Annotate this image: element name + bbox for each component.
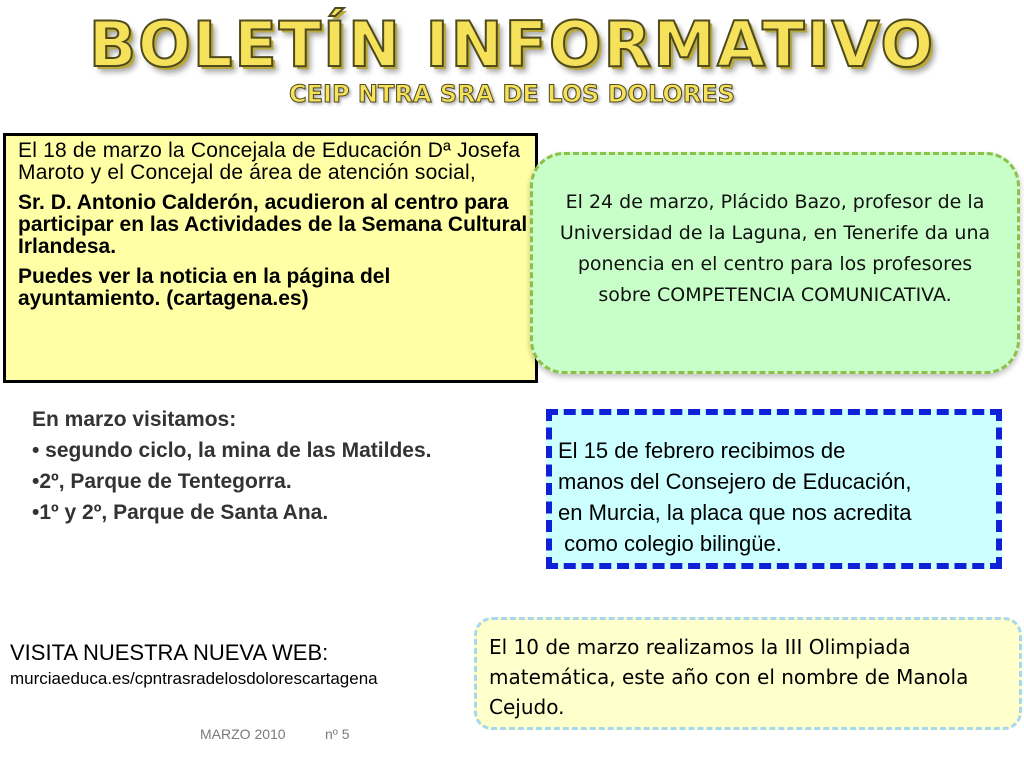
bilingual-plaque-line: en Murcia, la placa que nos acredita [558,500,912,525]
list-item: •1º y 2º, Parque de Santa Ana. [32,501,329,524]
bilingual-plaque-line: El 15 de febrero recibimos de [558,438,846,463]
concejala-visit-intro: El 18 de marzo la Concejala de Educación Dª Josefa Maroto y el Concejal de área de atención social, [18,139,521,184]
march-visits-list [32,404,432,528]
newsletter-title: BOLETÍN INFORMATIVO [88,8,936,81]
march-visits-heading: En marzo visitamos: [32,408,237,431]
new-web-url: murciaeduca.es/cpntrasradelosdolorescartagena [10,669,378,688]
bazo-conference-box [530,152,1020,374]
issue-date: MARZO 2010 [200,726,286,742]
issue-number: nº 5 [325,726,350,742]
concejala-visit-detail: Sr. D. Antonio Calderón, acudieron al centro para participar en las Actividades de la Semana Cultural Irlandesa. [18,191,528,258]
bilingual-plaque-line: manos del Consejero de Educación, [558,469,912,494]
bazo-conference-text: El 24 de marzo, Plácido Bazo, profesor de la Universidad de la Laguna, en Tenerife da una ponencia en el centro para los profesores sobre COMPETENCIA COMUNICATIVA. [559,191,991,306]
school-name: CEIP NTRA SRA DE LOS DOLORES [289,80,735,108]
math-olympiad-text: El 10 de marzo realizamos la III Olimpiada matemática, este año con el nombre de Manola Cejudo. [489,635,969,719]
concejala-visit-link-note: Puedes ver la noticia en la página del ayuntamiento. (cartagena.es) [18,265,391,310]
list-item: •2º, Parque de Tentegorra. [32,470,292,493]
math-olympiad-box [474,617,1022,730]
new-web-heading: VISITA NUESTRA NUEVA WEB: [10,640,329,665]
concejala-visit-box [3,133,538,383]
bilingual-plaque-line: como colegio bilingüe. [558,531,782,556]
list-item: • segundo ciclo, la mina de las Matildes. [32,439,432,462]
bilingual-plaque-box [546,409,1002,569]
